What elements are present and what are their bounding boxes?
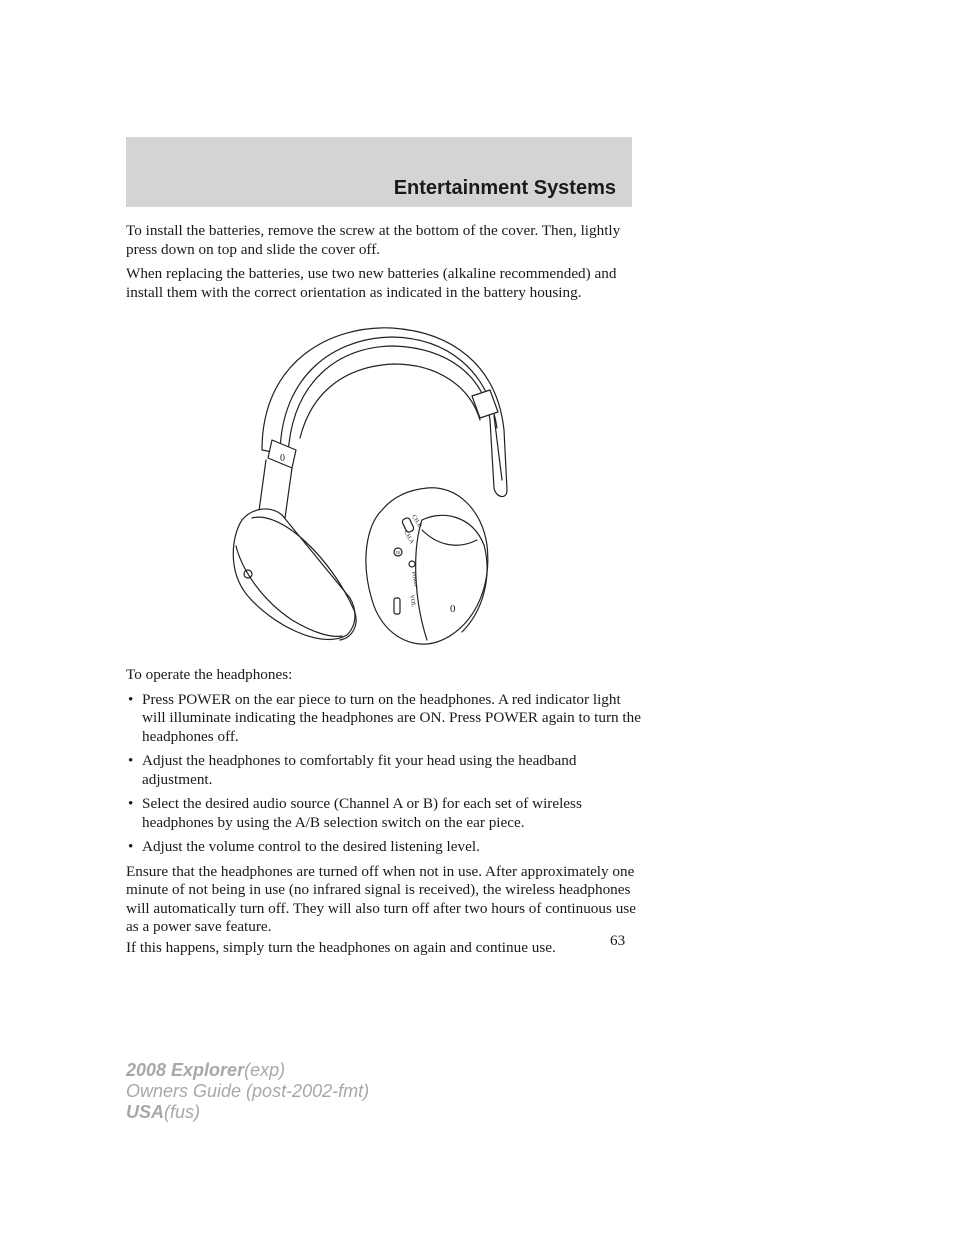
headphones-illustration xyxy=(222,320,522,660)
list-item: • Adjust the volume control to the desired listening level. xyxy=(128,838,480,855)
list-item: • Adjust the headphones to comfortably fit your head using the headband adjustment. xyxy=(128,752,577,788)
closing-paragraph-2: If this happens, simply turn the headphones on again and continue use. xyxy=(126,938,556,956)
ch-b-label: CH.B xyxy=(410,514,423,529)
footer-market-code: (fus) xyxy=(164,1102,201,1122)
footer-model-code: (exp) xyxy=(244,1060,286,1080)
operate-heading: To operate the headphones: xyxy=(126,666,293,683)
headband-mark: 0 xyxy=(280,453,285,464)
headband-outer xyxy=(262,328,507,497)
intro-text xyxy=(126,222,641,308)
ir-label: IR xyxy=(396,550,400,555)
intro-paragraph-1: To install the batteries, remove the screw at the bottom of the cover. Then, lightly press down on top and slide the cover off. xyxy=(126,222,621,258)
footer-model: 2008 Explorer xyxy=(126,1060,245,1080)
list-item: • Select the desired audio source (Channel A or B) for each set of wireless headphones by using the A/B selection switch on the ear piece. xyxy=(128,795,582,831)
right-ear-cup xyxy=(366,488,488,644)
operate-bullets xyxy=(126,691,641,857)
closing-paragraph-1: Ensure that the headphones are turned off when not in use. After approximately one minute of not being in use (no infrared signal is received), the wireless headphones will automatically turn off. They will also turn off after two hours of continuous use as a power save feature. xyxy=(126,862,636,935)
document-footer xyxy=(126,1060,369,1123)
section-title: Entertainment Systems xyxy=(393,177,616,199)
footer-guide: Owners Guide (post-2002-fmt) xyxy=(126,1081,370,1101)
section-header-band xyxy=(126,137,632,207)
headband-inner-2 xyxy=(300,364,480,438)
page-number: 63 xyxy=(610,932,626,949)
operation-section xyxy=(126,666,641,963)
list-item: • Press POWER on the ear piece to turn on the headphones. A red indicator light will illuminate indicating the headphones are ON. Press POWER again to turn the headphones off. xyxy=(128,690,641,745)
power-label: Power xyxy=(410,571,419,588)
ear-cup-mark: 0 xyxy=(450,603,456,615)
intro-paragraph-2: When replacing the batteries, use two new batteries (alkaline recommended) and install them with the correct orientation as indicated in the battery housing. xyxy=(126,265,617,301)
volume-label: VOL xyxy=(408,594,417,608)
ch-a-label: CH.A xyxy=(402,530,415,546)
footer-market: USA xyxy=(126,1102,165,1122)
